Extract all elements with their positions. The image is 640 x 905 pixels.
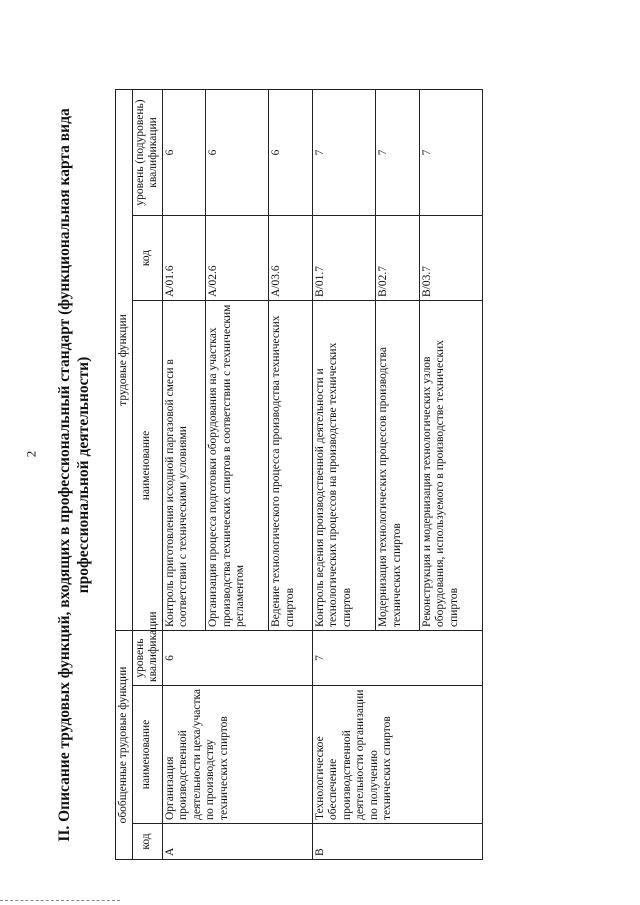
group-code: B (312, 824, 482, 860)
section-heading (55, 80, 93, 870)
function-name: Организация процесса подготовки оборудования на участках производства технических спиртов в соответствии с техническим регламентом (206, 301, 269, 631)
function-name: Контроль ведения производственной деятельности и технологических процессов на производстве технических спиртов (312, 301, 375, 631)
tf-code-header: код (132, 216, 162, 301)
function-code: A/01.6 (162, 216, 206, 301)
function-name: Реконструкция и модернизация технологических узлов оборудования, используемого в производстве технических спиртов (419, 301, 482, 631)
scan-artifact-divider (0, 900, 120, 905)
heading-line-1: II. Описание трудовых функций, входящих в профессиональный стандарт (функциональная карта вида (56, 108, 73, 842)
level-header: уровень квалификации (132, 631, 162, 686)
function-name: Модернизация технологических процессов производства технических спиртов (376, 301, 420, 631)
function-code: A/02.6 (206, 216, 269, 301)
function-level: 6 (162, 89, 206, 215)
rotated-page-content (55, 80, 615, 870)
labor-functions-header: трудовые функции (116, 89, 133, 630)
function-code: B/03.7 (419, 216, 482, 301)
tf-name-header: наименование (132, 301, 162, 631)
function-level: 7 (419, 89, 482, 215)
group-name: Технологическое обеспечение производственной деятельности организации по получению технических спиртов (312, 686, 482, 824)
function-code: B/01.7 (312, 216, 375, 301)
heading-line-2: профессиональной деятельности) (75, 356, 92, 594)
name-header: наименование (132, 686, 162, 824)
page-number: 2 (23, 450, 39, 458)
function-name: Контроль приготовления исходной паргазовой смеси в соответствии с техническими условиями (162, 301, 206, 631)
function-level: 7 (312, 89, 375, 215)
function-level: 6 (269, 89, 313, 215)
table-row (162, 89, 206, 859)
function-code: B/02.7 (376, 216, 420, 301)
group-code: A (162, 824, 312, 860)
generalized-functions-header: обобщенные трудовые функции (116, 631, 133, 860)
tf-level-header: уровень (подуровень) квалификации (132, 89, 162, 215)
group-level: 7 (312, 631, 482, 686)
function-level: 7 (376, 89, 420, 215)
function-level: 6 (206, 89, 269, 215)
group-level: 6 (162, 631, 312, 686)
table-row (312, 89, 375, 859)
function-code: A/03.6 (269, 216, 313, 301)
group-name: Организация производственной деятельности цеха/участка по производству технических спиртов (162, 686, 312, 824)
functional-map-table (115, 89, 483, 860)
function-name: Ведение технологического процесса производства технических спиртов (269, 301, 313, 631)
code-header: код (132, 824, 162, 860)
